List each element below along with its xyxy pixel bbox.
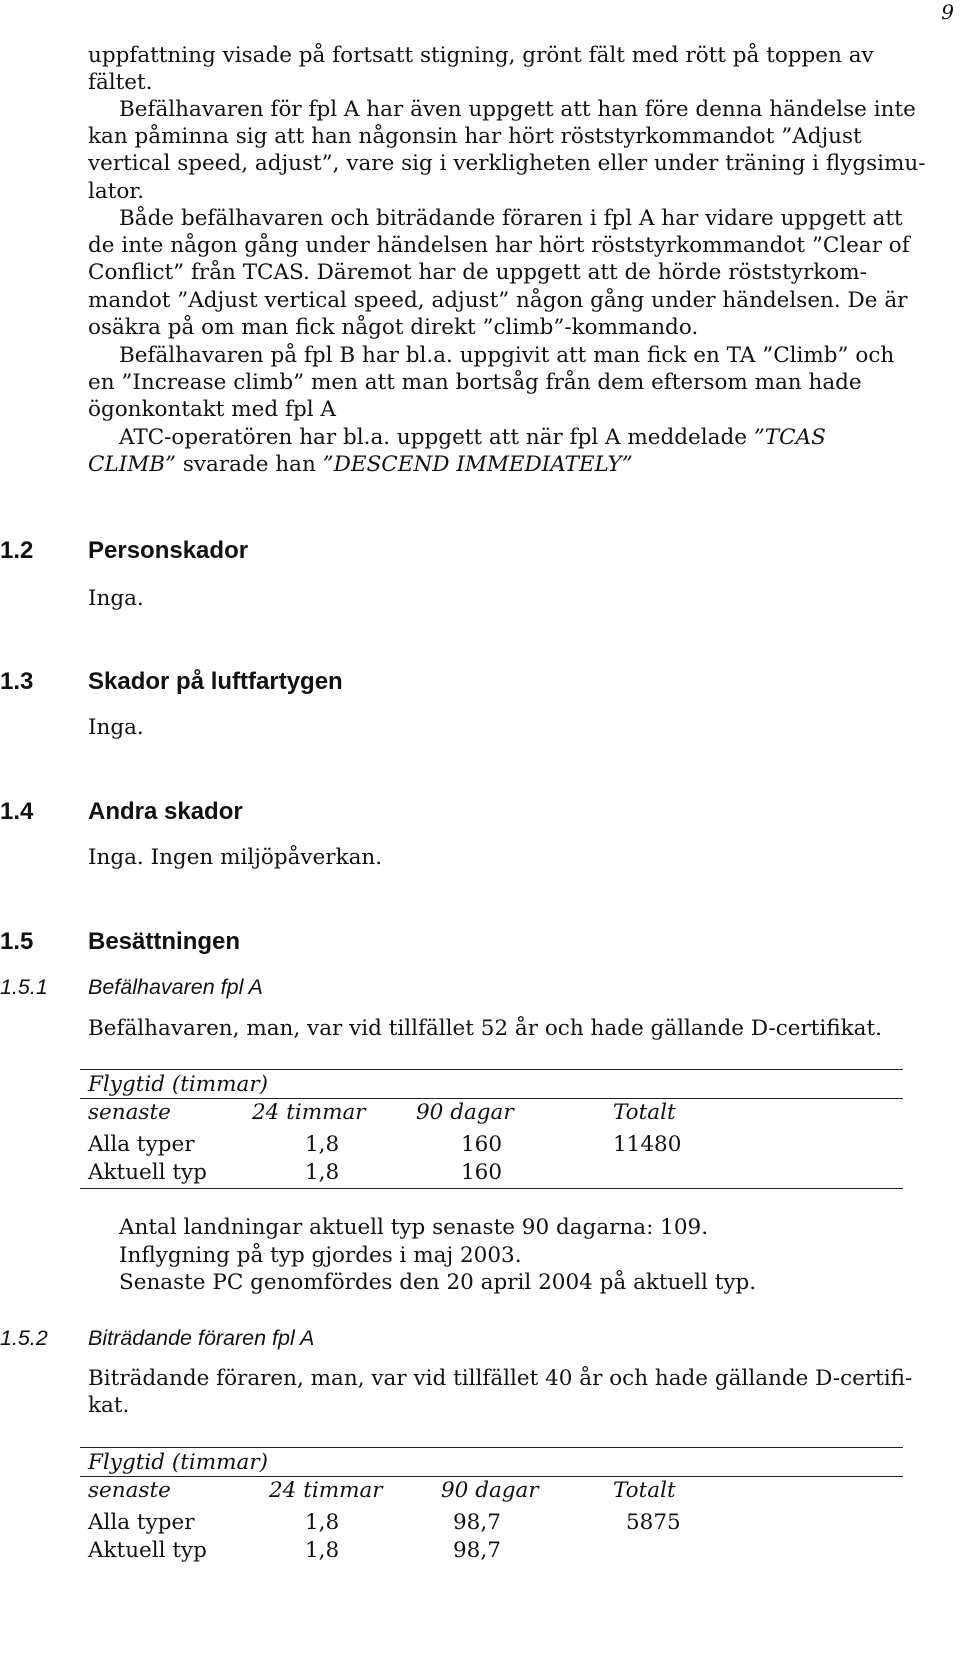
paragraph-3 xyxy=(88,205,938,341)
flight-time-table-1 xyxy=(80,1068,903,1190)
section-title: Besättningen xyxy=(88,928,241,955)
crew-notes-1 xyxy=(119,1214,756,1297)
text-line: lator. xyxy=(88,178,145,204)
text-line: kan påminna sig att han någonsin har hört röststyrkommandot ”Adjust xyxy=(88,124,862,150)
section-number: 1.3 xyxy=(0,668,34,695)
subsection-body-1-5-2 xyxy=(88,1365,938,1419)
section-body-1-3: Inga. xyxy=(88,715,144,740)
text-run-italic: ”DESCEND IMMEDIATELY” xyxy=(322,452,633,478)
text-line xyxy=(88,424,938,451)
table-rule-top xyxy=(80,1069,903,1070)
table-cell: 1,8 xyxy=(305,1132,340,1157)
paragraph-2 xyxy=(88,96,938,205)
flight-time-table-2 xyxy=(80,1446,903,1653)
section-title: Personskador xyxy=(88,537,249,564)
subsection-body-1-5-1: Befälhavaren, man, var vid tillfället 52 år och hade gällande D-certifikat. xyxy=(88,1016,882,1041)
table-header: 90 dagar xyxy=(416,1100,514,1125)
section-body-1-2: Inga. xyxy=(88,586,144,611)
table-cell: 11480 xyxy=(613,1132,682,1157)
table-cell: 98,7 xyxy=(453,1538,501,1563)
note-line: Antal landningar aktuell typ senaste 90 dagarna: 109. xyxy=(119,1215,709,1240)
note-line: Senaste PC genomfördes den 20 april 2004 på aktuell typ. xyxy=(119,1270,757,1295)
section-title: Skador på luftfartygen xyxy=(88,668,343,695)
text-line: en ”Increase climb” men att man bortsåg från dem eftersom man hade xyxy=(88,370,862,396)
table-cell: 98,7 xyxy=(453,1510,501,1535)
table-caption: Flygtid (timmar) xyxy=(88,1072,268,1097)
table-header: senaste xyxy=(88,1100,171,1125)
text-line: de inte någon gång under händelsen har hört röststyrkommandot ”Clear of xyxy=(88,233,910,259)
text-line: Både befälhavaren och biträdande föraren i fpl A har vidare uppgett att xyxy=(119,206,903,231)
subsection-number: 1.5.2 xyxy=(0,1326,48,1350)
text-line: osäkra på om man fick något direkt ”climb”-kommando. xyxy=(88,314,699,340)
text-line: ögonkontakt med fpl A xyxy=(88,397,336,423)
table-rule-bottom xyxy=(80,1188,903,1189)
text-line: Befälhavaren på fpl B har bl.a. uppgivit att man fick en TA ”Climb” och xyxy=(119,343,895,368)
text-run-italic: ”TCAS xyxy=(753,425,826,450)
page-number: 9 xyxy=(941,0,954,24)
table-cell: Aktuell typ xyxy=(88,1538,207,1563)
text-run-italic: CLIMB” xyxy=(88,452,177,478)
table-rule-caption xyxy=(80,1476,903,1477)
section-body-1-4: Inga. Ingen miljöpåverkan. xyxy=(88,845,383,870)
section-number: 1.2 xyxy=(0,537,34,564)
text-run: svarade han xyxy=(176,452,323,478)
text-line: Biträdande föraren, man, var vid tillfället 40 år och hade gällande D-certifi- xyxy=(88,1366,913,1391)
table-cell: Alla typer xyxy=(88,1510,195,1535)
text-line: fältet. xyxy=(88,70,153,96)
text-line: vertical speed, adjust”, vare sig i verkligheten eller under träning i flygsimu- xyxy=(88,151,926,177)
text-line: Conflict” från TCAS. Däremot har de uppgett att de hörde röststyrkom- xyxy=(88,260,867,286)
section-title: Andra skador xyxy=(88,798,243,825)
paragraph-4 xyxy=(88,342,938,424)
table-rule-caption xyxy=(80,1098,903,1099)
table-header: 24 timmar xyxy=(252,1100,366,1125)
table-header: 90 dagar xyxy=(441,1478,539,1503)
table-header: Totalt xyxy=(613,1100,676,1125)
text-run: ATC-operatören har bl.a. uppgett att när fpl A meddelade xyxy=(119,425,754,450)
table-header: 24 timmar xyxy=(269,1478,383,1503)
table-header: Totalt xyxy=(613,1478,676,1503)
section-number: 1.5 xyxy=(0,928,34,955)
table-cell: Aktuell typ xyxy=(88,1160,207,1185)
subsection-title: Biträdande föraren fpl A xyxy=(88,1326,315,1350)
table-cell: 160 xyxy=(461,1160,503,1185)
table-cell: 5875 xyxy=(626,1510,681,1535)
text-line: mandot ”Adjust vertical speed, adjust” någon gång under händelsen. De är xyxy=(88,287,908,313)
table-cell: 160 xyxy=(461,1132,503,1157)
table-rule-top xyxy=(80,1447,903,1448)
table-cell: Alla typer xyxy=(88,1132,195,1157)
text-line: uppfattning visade på fortsatt stigning, grönt fält med rött på toppen av xyxy=(88,43,874,68)
table-cell: 1,8 xyxy=(305,1160,340,1185)
text-line: kat. xyxy=(88,1393,130,1419)
table-cell: 1,8 xyxy=(305,1510,340,1535)
text-line: Befälhavaren för fpl A har även uppgett att han före denna händelse inte xyxy=(119,97,916,122)
paragraph-5 xyxy=(88,424,938,478)
table-cell: 1,8 xyxy=(305,1538,340,1563)
subsection-number: 1.5.1 xyxy=(0,975,48,999)
subsection-title: Befälhavaren fpl A xyxy=(88,975,263,999)
section-number: 1.4 xyxy=(0,798,34,825)
paragraph-1 xyxy=(88,42,938,96)
table-header: senaste xyxy=(88,1478,171,1503)
table-caption: Flygtid (timmar) xyxy=(88,1450,268,1475)
text-line xyxy=(88,451,938,478)
note-line: Inflygning på typ gjordes i maj 2003. xyxy=(119,1242,522,1268)
